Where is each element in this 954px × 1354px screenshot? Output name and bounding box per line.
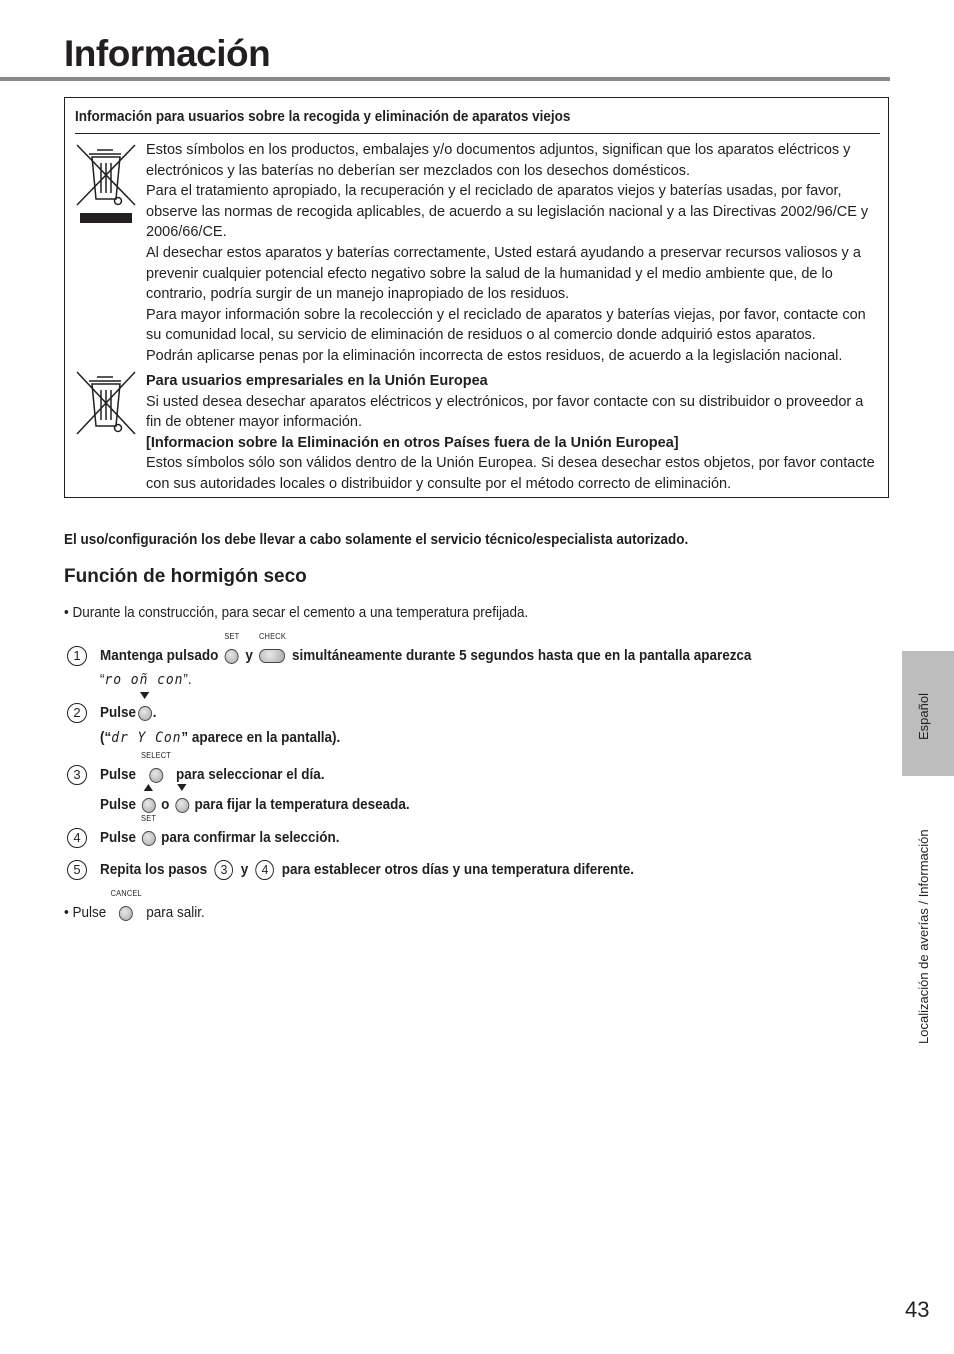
check-button-label: CHECK xyxy=(258,632,286,642)
exit-text-b: para salir. xyxy=(146,905,205,921)
set-button[interactable] xyxy=(224,632,240,667)
step-2 xyxy=(100,702,156,724)
disposal-paragraph-3: Al desechar estos aparatos y baterías correctamente, Usted estará ayudando a preservar recursos valiosos y a prevenir cualquier potencial efecto negativo sobre la salud de la humanidad y el medio ambiente que, de lo contrario, podría surgir de un manejo inapropiado de los residuos. xyxy=(146,244,861,303)
paren-quote-open: (“ xyxy=(100,730,112,746)
down-button-icon-2 xyxy=(175,798,189,813)
step-3-temperature xyxy=(100,794,410,816)
language-tab-label: Español xyxy=(916,693,931,740)
disposal-paragraph-5: Podrán aplicarse penas por la eliminación incorrecta de estos residuos, de acuerdo a la legislación nacional. xyxy=(146,347,843,364)
select-button-label: SELECT xyxy=(140,751,172,761)
step-4-text-b: para confirmar la selección. xyxy=(161,830,340,846)
step-number-3: 3 xyxy=(67,765,87,785)
page-number: 43 xyxy=(905,1297,930,1322)
check-button[interactable] xyxy=(258,632,286,667)
title-rule xyxy=(0,77,890,81)
step-number-2: 2 xyxy=(67,703,87,723)
step-5 xyxy=(100,859,634,881)
step-5-text-b: y xyxy=(240,862,249,878)
step-5-text-a: Repita los pasos xyxy=(100,862,208,878)
up-button-icon xyxy=(142,798,156,813)
disposal-paragraph-4: Para mayor información sobre la recolección y el reciclado de aparatos y baterías viejas, por favor, contacte con su comunidad local, su servicio de eliminación de residuos o al comercio donde adquirió estos aparatos. xyxy=(146,306,866,344)
exit-bullet xyxy=(64,889,205,924)
step-number-4: 4 xyxy=(67,828,87,848)
set-button-label: SET xyxy=(224,632,240,642)
select-button[interactable] xyxy=(140,751,172,786)
disposal-paragraph-1: Estos símbolos en los productos, embalajes y/o documentos adjuntos, significan que los aparatos eléctricos y electrónicos y las baterías no deberían ser mezclados con los desechos domésticos. xyxy=(146,142,851,179)
step-5-text-c: para establecer otros días y una temperatura diferente. xyxy=(281,862,634,878)
business-text: Si usted desea desechar aparatos eléctricos y electrónicos, por favor contacte con su distribuidor o proveedor a fin de obtener mayor información. xyxy=(146,393,864,431)
section-title: Función de hormigón seco xyxy=(64,566,307,587)
step-number-1: 1 xyxy=(67,646,87,666)
step-2-display xyxy=(100,727,340,749)
step-2-text-a: Pulse xyxy=(100,705,136,721)
up-arrow-icon xyxy=(144,784,153,791)
disposal-heading: Información para usuarios sobre la recogida y eliminación de aparatos viejos xyxy=(75,109,571,125)
lcd-dry-con: dr Y Con xyxy=(111,730,182,746)
step-3 xyxy=(100,751,325,786)
disposal-info-box xyxy=(64,97,889,498)
step-4-text-a: Pulse xyxy=(100,830,136,846)
step-3-text-d: o xyxy=(161,797,170,813)
business-heading: Para usuarios empresariales en la Unión Europea xyxy=(146,373,488,389)
up-button[interactable] xyxy=(142,794,156,816)
set-button-label-2: SET xyxy=(141,814,157,824)
crossed-bin-with-bar-icon xyxy=(75,143,139,225)
disposal-paragraph-2: Para el tratamiento apropiado, la recuperación y el reciclado de aparatos viejos y baterías usadas, por favor, observe las normas de recogida aplicables, de acuerdo a su legislación nacional y a las Directivas 2002/96/CE y 2006/66/CE. xyxy=(146,183,869,241)
cancel-button-label: CANCEL xyxy=(110,889,142,899)
select-button-icon xyxy=(149,768,163,783)
step-4 xyxy=(100,814,340,849)
exit-text-a: • Pulse xyxy=(64,905,107,921)
step-3-text-b: para seleccionar el día. xyxy=(176,767,325,783)
outside-eu-heading: [Informacion sobre la Eliminación en otros Países fuera de la Unión Europea] xyxy=(146,434,679,451)
step-3-text-e: para fijar la temperatura deseada. xyxy=(194,797,410,813)
lcd-room-con: ro oñ con xyxy=(104,672,184,688)
down-button-icon xyxy=(138,706,152,721)
step-1 xyxy=(100,632,752,667)
heading-divider xyxy=(75,133,880,134)
down-button[interactable] xyxy=(138,702,152,724)
outside-eu-text: Estos símbolos sólo son válidos dentro de la Unión Europea. Si desea desechar estos objetos, por favor contacte con sus autoridades locales o distribuidor y consulte por el método correcto de eliminación. xyxy=(146,455,875,492)
eu-paragraphs xyxy=(146,371,881,495)
step-1-text-a: Mantenga pulsado xyxy=(100,648,219,664)
step-3-text-c: Pulse xyxy=(100,797,136,813)
step-1-text-c: simultáneamente durante 5 segundos hasta que en la pantalla aparezca xyxy=(292,648,752,664)
step-ref-3: 3 xyxy=(215,860,234,880)
down-arrow-icon-2 xyxy=(177,784,186,791)
authorized-service-notice: El uso/configuración los debe llevar a cabo solamente el servicio técnico/especialista autorizado. xyxy=(64,532,689,548)
side-section-label: Localización de averías / Información xyxy=(916,829,931,1044)
step-2-text-c: ” aparece en la pantalla). xyxy=(181,730,341,746)
step-1-text-b: y xyxy=(245,648,253,664)
check-button-icon xyxy=(259,649,285,663)
step-ref-4: 4 xyxy=(256,860,275,880)
set-button-2[interactable] xyxy=(141,814,157,849)
quote-close: ”. xyxy=(183,672,192,688)
quote-open: “ xyxy=(100,672,105,688)
set-button-icon-2 xyxy=(142,831,156,846)
crossed-bin-icon xyxy=(75,370,139,436)
step-3-text-a: Pulse xyxy=(100,767,136,783)
page-title: Información xyxy=(64,33,271,74)
intro-bullet: • Durante la construcción, para secar el cemento a una temperatura prefijada. xyxy=(64,605,529,621)
step-number-5: 5 xyxy=(67,860,87,880)
step-2-text-b: . xyxy=(152,705,157,721)
disposal-paragraphs xyxy=(146,140,881,367)
set-button-icon xyxy=(225,649,239,664)
cancel-button-icon xyxy=(119,906,133,921)
down-button-2[interactable] xyxy=(175,794,189,816)
down-arrow-icon xyxy=(140,692,149,699)
step-1-display xyxy=(100,669,192,691)
cancel-button[interactable] xyxy=(110,889,142,924)
